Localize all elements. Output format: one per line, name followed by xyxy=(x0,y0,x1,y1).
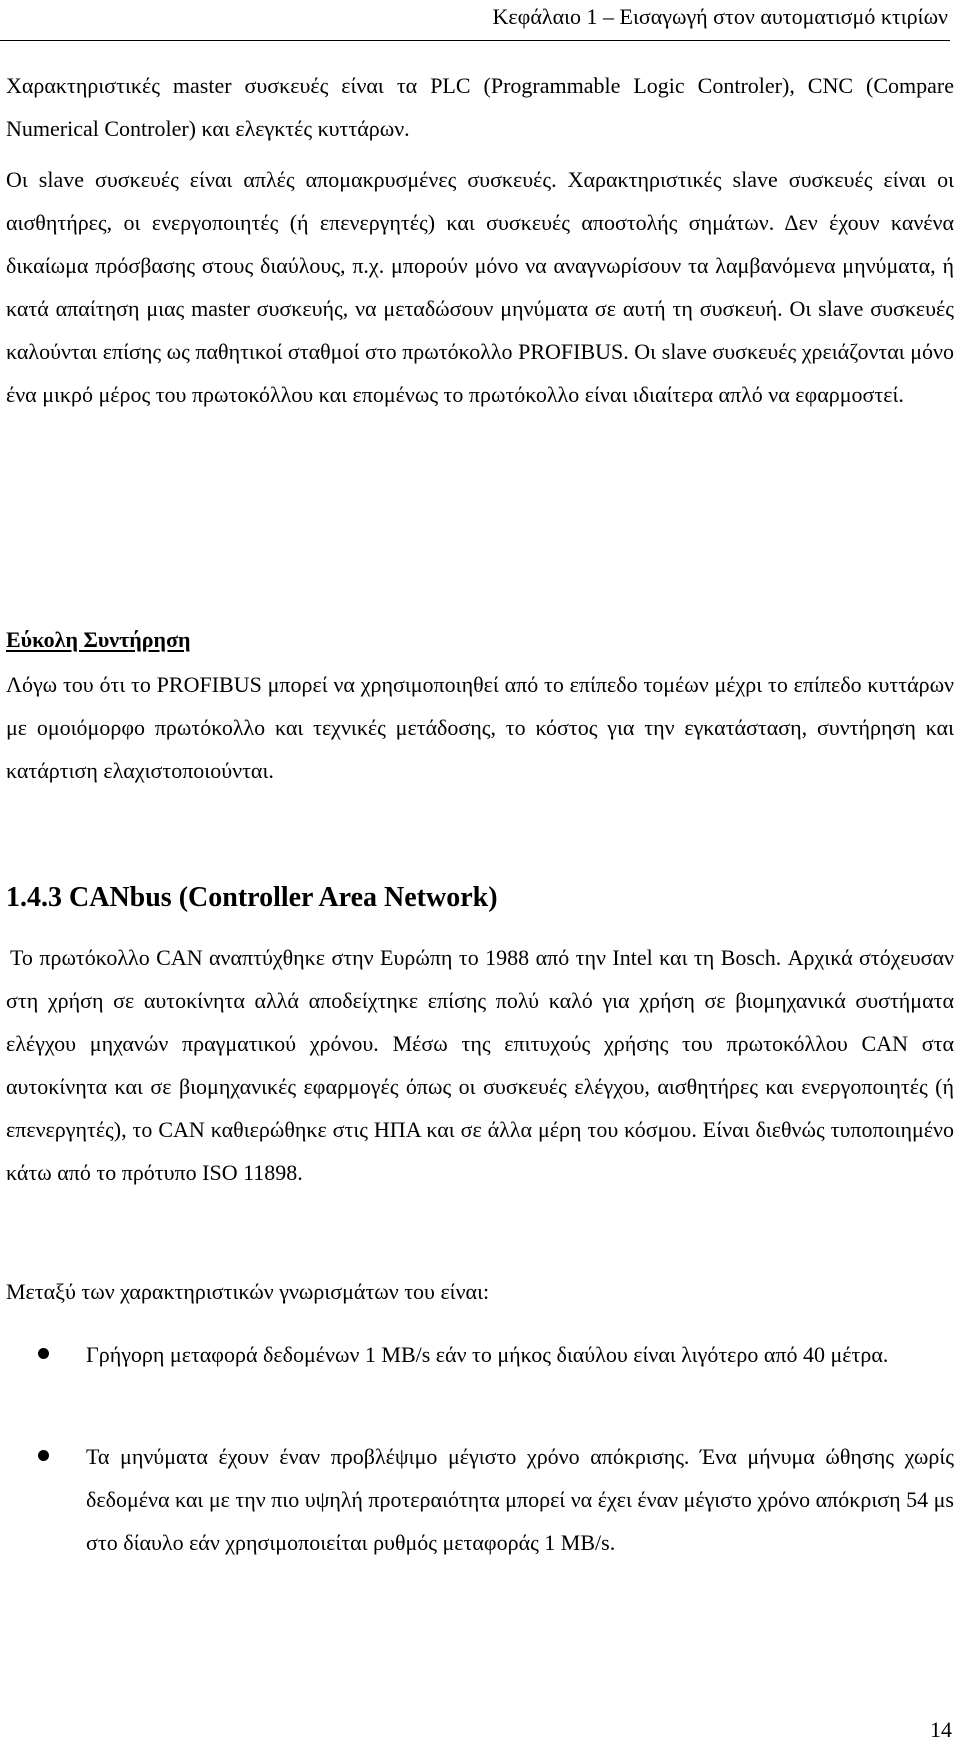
list-item-text: Τα μηνύματα έχουν έναν προβλέψιμο μέγιστο χρόνο απόκρισης. Ένα μήνυμα ώθησης χωρίς δεδομένα και με την πιο υψηλή προτεραιότητα μπορεί να έχει έναν μέγιστο χρόνο απόκριση 54 μs στο δίαυλο εάν χρησιμοποιείται ρυθμός μεταφοράς 1 MB/s. xyxy=(86,1444,954,1555)
page-number: 14 xyxy=(930,1717,952,1742)
header-divider xyxy=(0,40,950,41)
bullet-icon xyxy=(38,1348,49,1359)
paragraph-maintenance: Λόγω του ότι το PROFIBUS μπορεί να χρησιμοποιηθεί από το επίπεδο τομέων μέχρι το επίπεδο κυττάρων με ομοιόμορφο πρωτόκολλο και τεχνικές μετάδοσης, το κόστος για την εγκατάσταση, συντήρηση και κατάρτιση ελαχιστοποιούνται. xyxy=(6,672,954,783)
running-header: Κεφάλαιο 1 – Εισαγωγή στον αυτοματισμό κτιρίων xyxy=(492,4,948,29)
paragraph-features-lead: Μεταξύ των χαρακτηριστικών γνωρισμάτων του είναι: xyxy=(6,1279,490,1304)
paragraph-master-devices: Χαρακτηριστικές master συσκευές είναι τα PLC (Programmable Logic Controler), CNC (Compare Numerical Controler) και ελεγκτές κυττάρων. xyxy=(6,73,954,141)
list-item-text: Γρήγορη μεταφορά δεδομένων 1 MB/s εάν το μήκος διαύλου είναι λιγότερο από 40 μέτρα. xyxy=(86,1342,889,1367)
section-heading-canbus: 1.4.3 CANbus (Controller Area Network) xyxy=(6,882,498,913)
paragraph-can-intro: Το πρωτόκολλο CAN αναπτύχθηκε στην Ευρώπη το 1988 από την Intel και τη Bosch. Αρχικά στόχευσαν στη χρήση σε αυτοκίνητα αλλά αποδείχτηκε επίσης πολύ καλό για χρήση σε βιομηχανικά συστήματα ελέγχου μηχανών πραγματικού χρόνου. Μέσω της επιτυχούς χρήσης του πρωτοκόλλου CAN στα αυτοκίνητα και σε βιομηχανικές εφαρμογές όπως οι συσκευές ελέγχου, αισθητήρες και ενεργοποιητές (ή επενεργητές), το CAN καθιερώθηκε στις ΗΠΑ και σε άλλα μέρη του κόσμου. Είναι διεθνώς τυποποιημένο κάτω από το πρότυπο ISO 11898. xyxy=(6,945,954,1185)
paragraph-slave-devices: Οι slave συσκευές είναι απλές απομακρυσμένες συσκευές. Χαρακτηριστικές slave συσκευές είναι οι αισθητήρες, οι ενεργοποιητές (ή επενεργητές) και συσκευές αποστολής σημάτων. Δεν έχουν κανένα δικαίωμα πρόσβασης στους διαύλους, π.χ. μπορούν μόνο να αναγνωρίσουν τα λαμβανόμενα μηνύματα, ή κατά απαίτηση μιας master συσκευής, να μεταδώσουν μηνύματα σε αυτή τη συσκευή. Οι slave συσκευές καλούνται επίσης ως παθητικοί σταθμοί στο πρωτόκολλο PROFIBUS. Οι slave συσκευές χρειάζονται μόνο ένα μικρό μέρος του πρωτοκόλλου και επομένως το πρωτόκολλο είναι ιδιαίτερα απλό να εφαρμοστεί. xyxy=(6,167,954,407)
maintenance-heading: Εύκολη Συντήρηση xyxy=(6,627,191,652)
bullet-icon xyxy=(38,1450,49,1461)
